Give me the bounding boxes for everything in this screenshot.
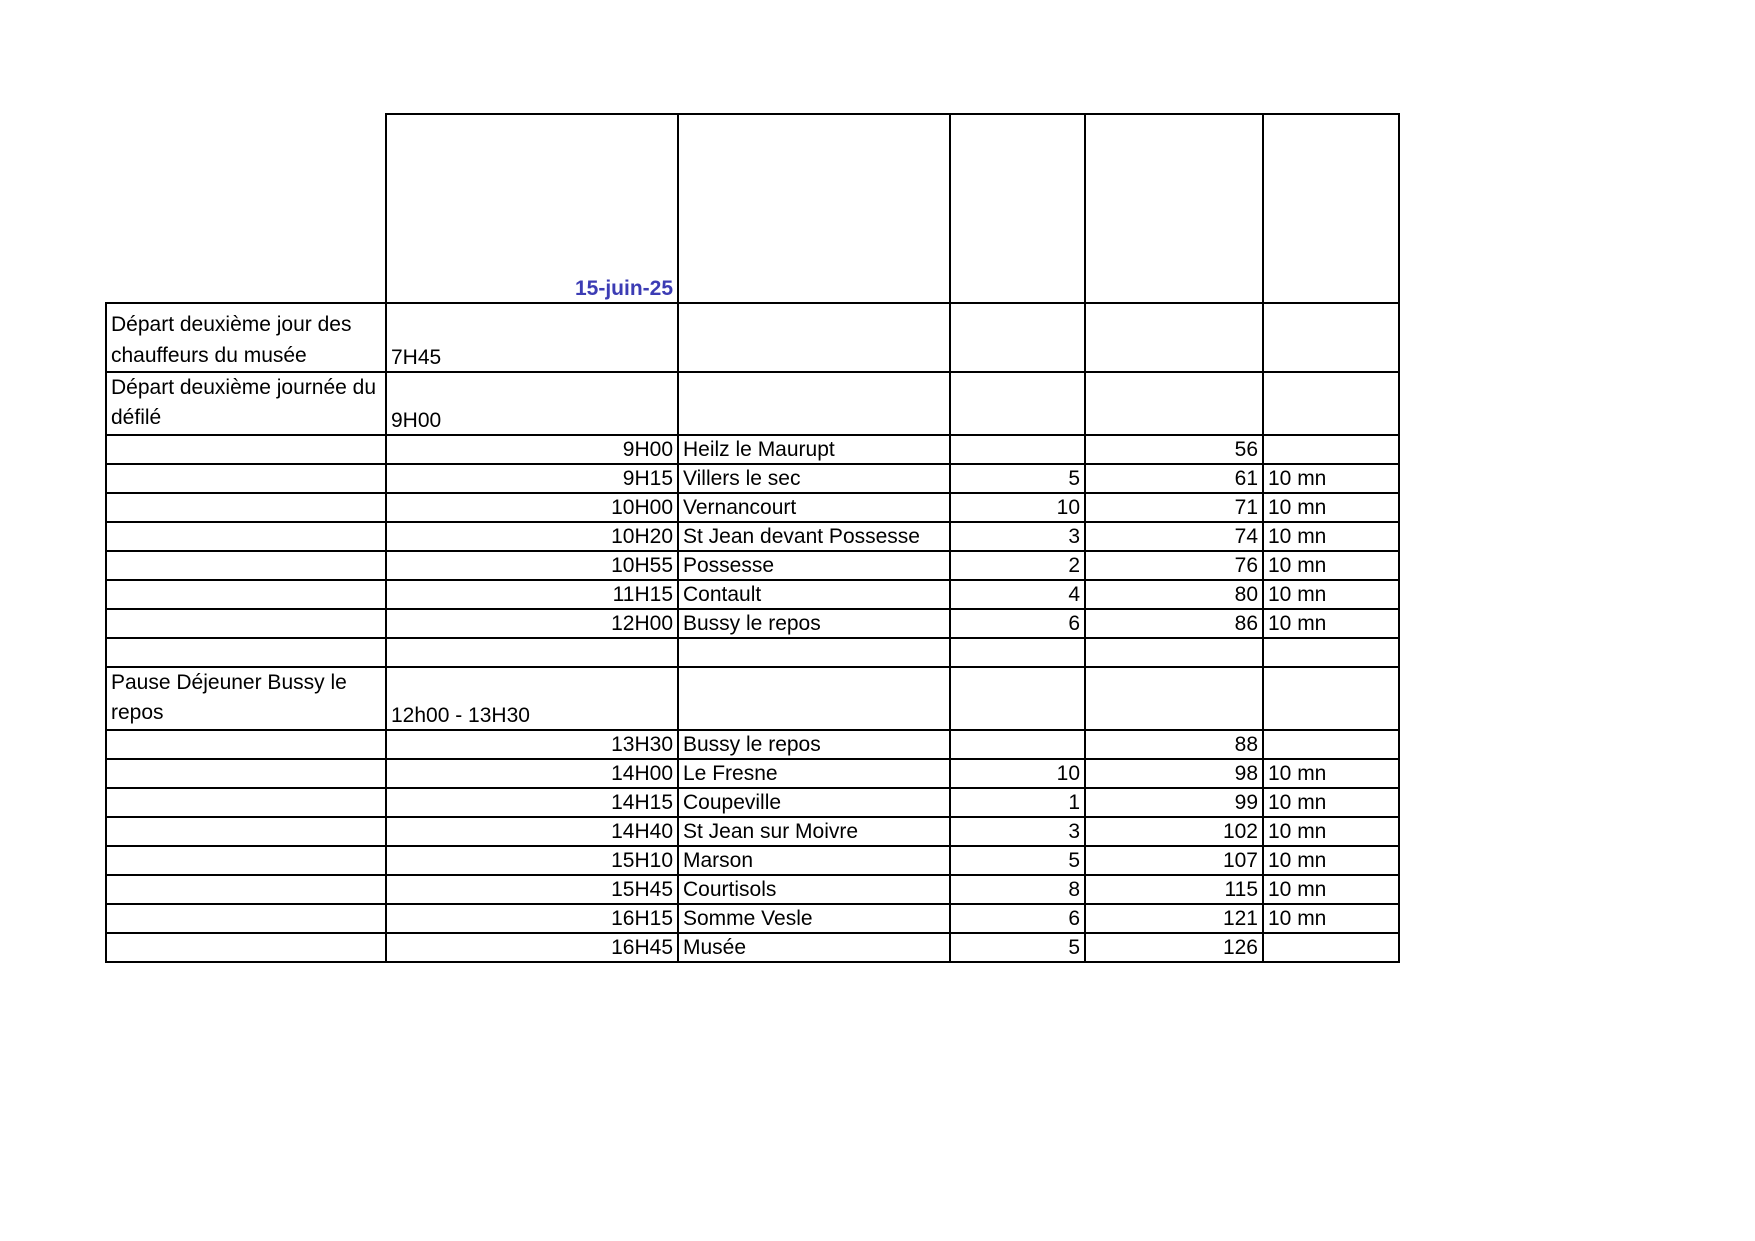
stop-time: 10H20	[386, 522, 678, 551]
stop-row	[106, 435, 1399, 464]
stop-row	[106, 522, 1399, 551]
stop-total: 76	[1085, 551, 1263, 580]
stop-row	[106, 759, 1399, 788]
stop-pause	[1263, 730, 1399, 759]
stop-km	[950, 435, 1085, 464]
stop-place: St Jean sur Moivre	[678, 817, 950, 846]
stop-place: Bussy le repos	[678, 730, 950, 759]
stop-row	[106, 580, 1399, 609]
stop-pause: 10 mn	[1263, 875, 1399, 904]
stop-total: 98	[1085, 759, 1263, 788]
stop-total: 61	[1085, 464, 1263, 493]
stop-place: Contault	[678, 580, 950, 609]
lunch-time: 12h00 - 13H30	[386, 667, 678, 730]
stop-pause	[1263, 933, 1399, 962]
stop-pause: 10 mn	[1263, 846, 1399, 875]
intro-row	[106, 372, 1399, 435]
stop-place: St Jean devant Possesse	[678, 522, 950, 551]
lunch-row	[106, 667, 1399, 730]
header-pause-cell	[1263, 114, 1399, 303]
stop-km: 10	[950, 759, 1085, 788]
header-km-cell	[950, 114, 1085, 303]
stop-row	[106, 788, 1399, 817]
stop-total: 56	[1085, 435, 1263, 464]
header-place-cell	[678, 114, 950, 303]
stop-pause: 10 mn	[1263, 493, 1399, 522]
blank-row	[106, 638, 1399, 667]
stop-row	[106, 730, 1399, 759]
stop-pause: 10 mn	[1263, 904, 1399, 933]
stop-place: Bussy le repos	[678, 609, 950, 638]
row-time: 7H45	[386, 303, 678, 372]
stop-pause: 10 mn	[1263, 759, 1399, 788]
stop-time: 10H55	[386, 551, 678, 580]
row-label: Départ deuxième jour des chauffeurs du musée	[106, 303, 386, 372]
stop-total: 121	[1085, 904, 1263, 933]
stop-pause: 10 mn	[1263, 551, 1399, 580]
stop-place: Coupeville	[678, 788, 950, 817]
intro-row	[106, 303, 1399, 372]
stop-place: Possesse	[678, 551, 950, 580]
stop-km: 3	[950, 522, 1085, 551]
header-total-cell	[1085, 114, 1263, 303]
stop-row	[106, 846, 1399, 875]
stop-place: Vernancourt	[678, 493, 950, 522]
itinerary-table	[105, 113, 1400, 963]
stop-time: 14H15	[386, 788, 678, 817]
stop-pause: 10 mn	[1263, 609, 1399, 638]
stop-time: 9H00	[386, 435, 678, 464]
stop-total: 74	[1085, 522, 1263, 551]
stop-total: 102	[1085, 817, 1263, 846]
stop-time: 11H15	[386, 580, 678, 609]
stop-time: 9H15	[386, 464, 678, 493]
stop-total: 126	[1085, 933, 1263, 962]
stop-pause: 10 mn	[1263, 464, 1399, 493]
stop-time: 12H00	[386, 609, 678, 638]
stop-time: 15H10	[386, 846, 678, 875]
corner-cell	[106, 114, 386, 303]
stop-total: 107	[1085, 846, 1263, 875]
stop-km: 10	[950, 493, 1085, 522]
stop-km: 2	[950, 551, 1085, 580]
lunch-label: Pause Déjeuner Bussy le repos	[106, 667, 386, 730]
stop-time: 10H00	[386, 493, 678, 522]
stop-total: 80	[1085, 580, 1263, 609]
stop-km: 8	[950, 875, 1085, 904]
stop-time: 14H40	[386, 817, 678, 846]
stop-pause	[1263, 435, 1399, 464]
stop-time: 16H45	[386, 933, 678, 962]
stop-km: 5	[950, 846, 1085, 875]
stop-km: 4	[950, 580, 1085, 609]
stop-total: 115	[1085, 875, 1263, 904]
stop-place: Le Fresne	[678, 759, 950, 788]
row-time: 9H00	[386, 372, 678, 435]
stop-row	[106, 875, 1399, 904]
stop-km: 5	[950, 464, 1085, 493]
stop-row	[106, 933, 1399, 962]
stop-pause: 10 mn	[1263, 580, 1399, 609]
stop-row	[106, 904, 1399, 933]
stop-place: Musée	[678, 933, 950, 962]
stop-km: 6	[950, 904, 1085, 933]
stop-time: 14H00	[386, 759, 678, 788]
stop-km	[950, 730, 1085, 759]
stop-pause: 10 mn	[1263, 788, 1399, 817]
stop-km: 1	[950, 788, 1085, 817]
stop-time: 15H45	[386, 875, 678, 904]
stop-place: Heilz le Maurupt	[678, 435, 950, 464]
stop-km: 3	[950, 817, 1085, 846]
stop-km: 6	[950, 609, 1085, 638]
header-row	[106, 114, 1399, 303]
row-label: Départ deuxième journée du défilé	[106, 372, 386, 435]
stop-total: 99	[1085, 788, 1263, 817]
stop-km: 5	[950, 933, 1085, 962]
stop-place: Courtisols	[678, 875, 950, 904]
stop-row	[106, 493, 1399, 522]
stop-place: Somme Vesle	[678, 904, 950, 933]
stop-place: Marson	[678, 846, 950, 875]
stop-place: Villers le sec	[678, 464, 950, 493]
date-cell: 15-juin-25	[386, 114, 678, 303]
stop-row	[106, 609, 1399, 638]
stop-row	[106, 817, 1399, 846]
stop-row	[106, 551, 1399, 580]
stop-total: 86	[1085, 609, 1263, 638]
stop-time: 16H15	[386, 904, 678, 933]
stop-pause: 10 mn	[1263, 522, 1399, 551]
stop-row	[106, 464, 1399, 493]
stop-total: 71	[1085, 493, 1263, 522]
stop-total: 88	[1085, 730, 1263, 759]
stop-pause: 10 mn	[1263, 817, 1399, 846]
stop-time: 13H30	[386, 730, 678, 759]
